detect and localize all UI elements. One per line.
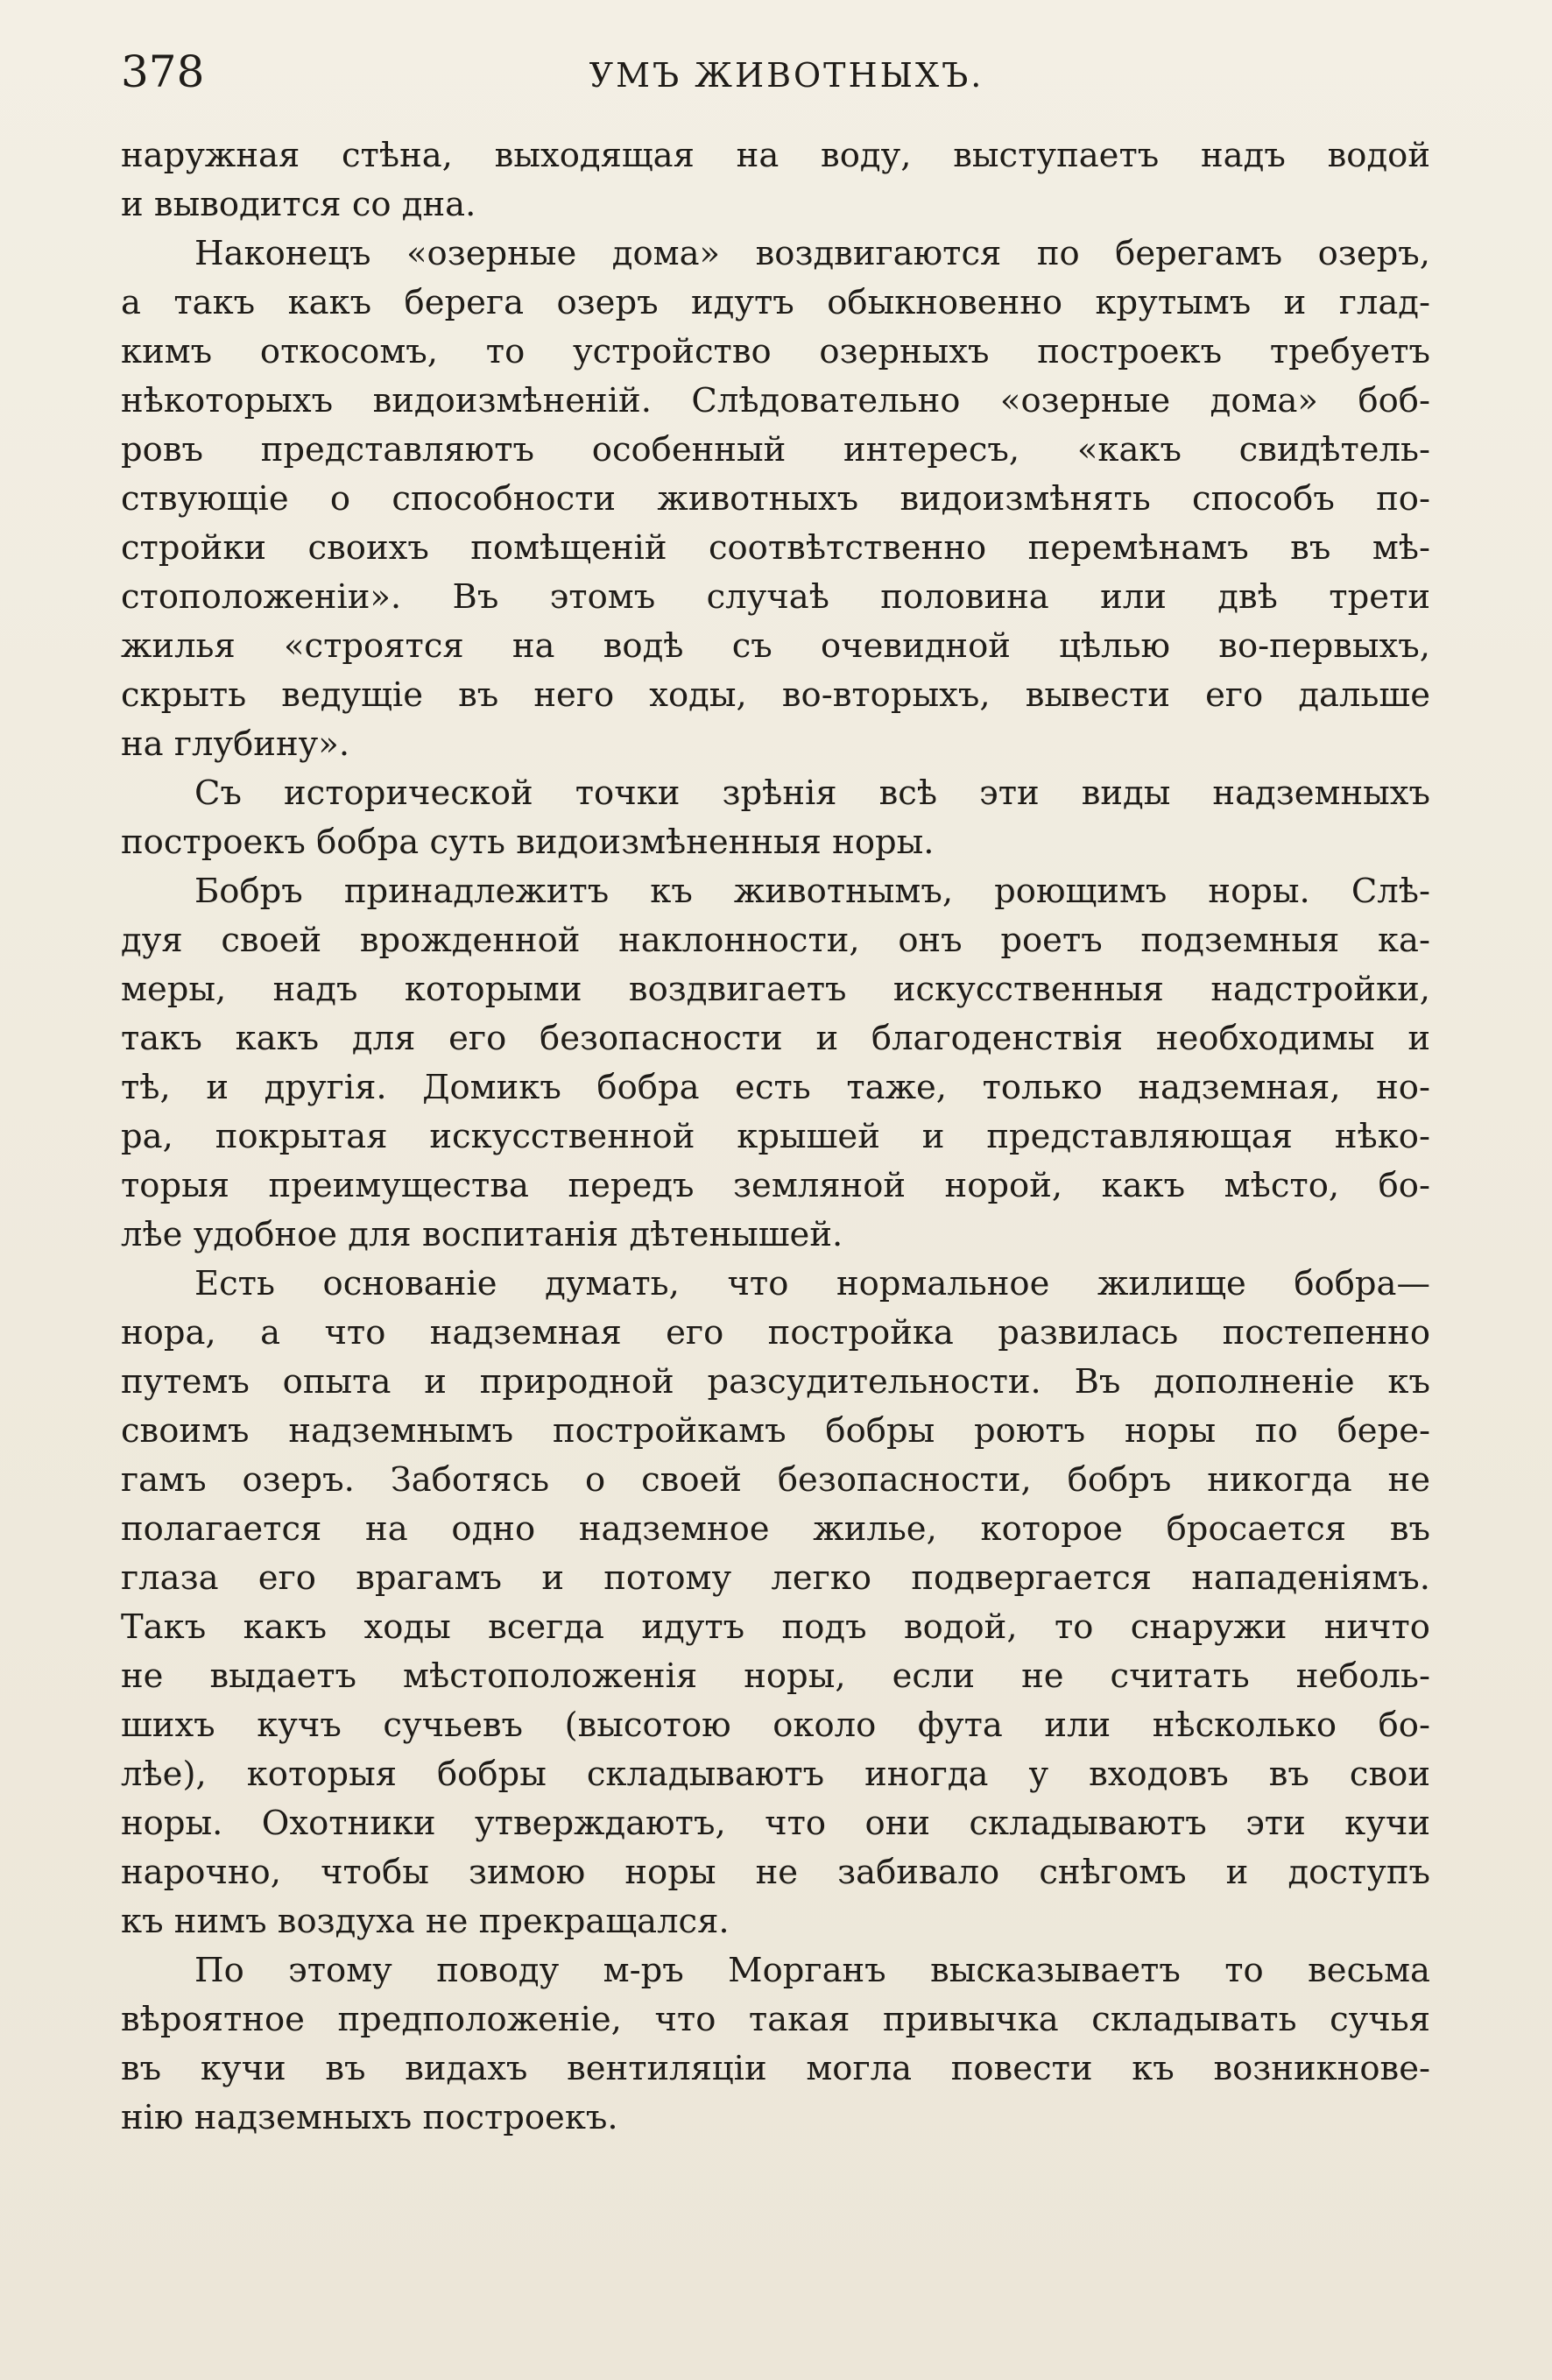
text-line: нію надземныхъ построекъ. (121, 2098, 618, 2137)
text-line: торыя преимущества передъ земляной норой, какъ мѣсто, бо- (121, 1166, 1430, 1205)
running-title: УМЪ ЖИВОТНЫХЪ. (589, 56, 984, 95)
text-line: на глубину». (121, 724, 350, 764)
text-line: такъ какъ для его безопасности и благоденствія необходимы и (121, 1019, 1430, 1058)
text-line: и выводится со дна. (121, 185, 476, 224)
text-line: глаза его врагамъ и потому легко подвергается нападеніямъ. (121, 1558, 1430, 1598)
text-line: Съ исторической точки зрѣнія всѣ эти виды надземныхъ (194, 773, 1430, 813)
text-line: а такъ какъ берега озеръ идутъ обыкновенно крутымъ и глад- (121, 283, 1430, 322)
text-line: ра, покрытая искусственной крышей и представляющая нѣко- (121, 1117, 1430, 1156)
text-line: построекъ бобра суть видоизмѣненныя норы. (121, 823, 935, 862)
text-line: Наконецъ «озерные дома» воздвигаются по берегамъ озеръ, (194, 234, 1430, 273)
text-line: стройки своихъ помѣщеній соотвѣтственно перемѣнамъ въ мѣ- (121, 528, 1430, 568)
text-line: не выдаетъ мѣстоположенія норы, если не считать неболь- (121, 1656, 1430, 1696)
text-line: тѣ, и другія. Домикъ бобра есть таже, только надземная, но- (121, 1068, 1430, 1107)
text-line: Такъ какъ ходы всегда идутъ подъ водой, то снаружи ничто (121, 1607, 1430, 1647)
text-line: гамъ озеръ. Заботясь о своей безопасности, бобръ никогда не (121, 1460, 1430, 1500)
text-line: нѣкоторыхъ видоизмѣненій. Слѣдовательно «озерные дома» боб- (121, 381, 1430, 420)
text-line: лѣе удобное для воспитанія дѣтенышей. (121, 1215, 843, 1254)
text-line: ровъ представляютъ особенный интересъ, «какъ свидѣтель- (121, 430, 1430, 470)
text-line: скрыть ведущіе въ него ходы, во-вторыхъ, вывести его дальше (121, 675, 1430, 715)
body-text (121, 131, 1430, 2143)
text-line: шихъ кучъ сучьевъ (высотою около фута или нѣсколько бо- (121, 1706, 1430, 1745)
text-line: кимъ откосомъ, то устройство озерныхъ построекъ требуетъ (121, 332, 1430, 371)
text-line: ствующіе о способности животныхъ видоизмѣнять способъ по- (121, 479, 1430, 519)
text-line: Бобръ принадлежитъ къ животнымъ, роющимъ норы. Слѣ- (194, 872, 1430, 911)
text-line: стоположеніи». Въ этомъ случаѣ половина или двѣ трети (121, 577, 1430, 617)
text-line: По этому поводу м-ръ Морганъ высказываетъ то весьма (194, 1951, 1430, 1990)
text-line: жилья «строятся на водѣ съ очевидной цѣлью во-первыхъ, (121, 626, 1430, 666)
text-line: къ нимъ воздуха не прекращался. (121, 1902, 730, 1941)
text-line: Есть основаніе думать, что нормальное жилище бобра— (194, 1264, 1430, 1303)
page-header (121, 46, 1435, 102)
text-line: путемъ опыта и природной разсудительности. Въ дополненіе къ (121, 1362, 1430, 1402)
text-line: вѣроятное предположеніе, что такая привычка складывать сучья (121, 2000, 1430, 2039)
text-line: дуя своей врожденной наклонности, онъ роетъ подземныя ка- (121, 921, 1430, 960)
text-line: лѣе), которыя бобры складываютъ иногда у входовъ въ свои (121, 1755, 1430, 1794)
text-line: наружная стѣна, выходящая на воду, выступаетъ надъ водой (121, 136, 1430, 175)
text-line: полагается на одно надземное жилье, которое бросается въ (121, 1509, 1430, 1549)
text-line: нарочно, чтобы зимою норы не забивало снѣгомъ и доступъ (121, 1853, 1430, 1892)
text-line: своимъ надземнымъ постройкамъ бобры роютъ норы по бере- (121, 1411, 1430, 1451)
text-line: меры, надъ которыми воздвигаетъ искусственныя надстройки, (121, 970, 1430, 1009)
text-line: въ кучи въ видахъ вентиляціи могла повести къ возникнове- (121, 2049, 1430, 2088)
page-number: 378 (121, 46, 205, 97)
text-line: нора, а что надземная его постройка развилась постепенно (121, 1313, 1430, 1352)
text-line: норы. Охотники утверждаютъ, что они складываютъ эти кучи (121, 1804, 1430, 1843)
